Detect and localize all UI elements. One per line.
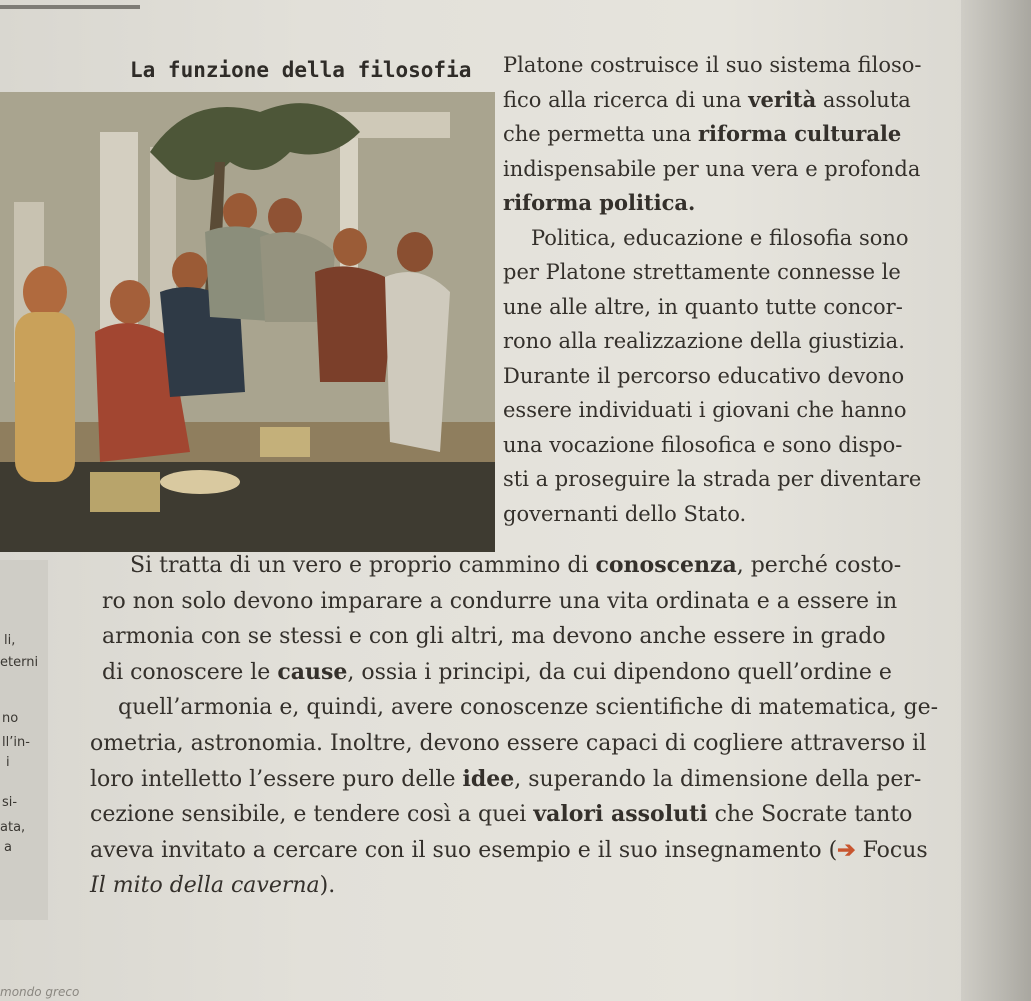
margin-note: ll’in-	[2, 735, 30, 750]
page-edge	[961, 0, 1031, 1001]
text-line: di conoscere le cause, ossia i principi, da cui dipendono quell’ordine e	[102, 658, 892, 685]
margin-note: i	[6, 755, 10, 770]
margin-note: si-	[2, 795, 18, 810]
text-line: ometria, astronomia. Inoltre, devono essere capaci di cogliere attraverso il	[90, 730, 927, 756]
text-line: Durante il percorso educativo devono	[503, 363, 905, 388]
figure-title: La funzione della filosofia	[130, 58, 472, 82]
right-column-text	[503, 48, 921, 531]
text-line: fico alla ricerca di una verità assoluta	[503, 86, 911, 112]
text-line: una vocazione filosofica e sono dispo-	[503, 432, 903, 457]
text-line: rono alla realizzazione della giustizia.	[503, 329, 905, 353]
margin-note: eterni	[0, 655, 39, 670]
text-line: essere individuati i giovani che hanno	[503, 398, 907, 422]
margin-note: no	[2, 711, 19, 726]
text-line: ro non solo devono imparare a condurre una vita ordinata e a essere in	[102, 588, 898, 614]
arrow-icon: ➔	[837, 836, 856, 863]
text-line: indispensabile per una vera e profonda	[503, 156, 921, 181]
text-line: Politica, educazione e filosofia sono	[531, 225, 909, 250]
text-line: governanti dello Stato.	[503, 501, 747, 526]
footer-fragment: mondo greco	[0, 985, 80, 999]
text-line: aveva invitato a cercare con il suo esempio e il suo insegnamento (➔ Focus	[90, 836, 928, 863]
margin-note: li,	[4, 633, 16, 648]
body-text	[90, 548, 938, 904]
margin-note: a	[4, 840, 12, 855]
text-line: quell’armonia e, quindi, avere conoscenze scientifiche di matematica, ge-	[118, 695, 939, 721]
margin-note: ata,	[0, 820, 26, 835]
text-line: Si tratta di un vero e proprio cammino di conoscenza, perché costo-	[130, 552, 902, 578]
text-line: une alle altre, in quanto tutte concor-	[503, 294, 903, 319]
text-line: riforma politica.	[503, 190, 696, 215]
text-line: loro intelletto l’essere puro delle idee, superando la dimensione della per-	[90, 765, 922, 792]
top-rule	[0, 5, 140, 9]
text-line: per Platone strettamente connesse le	[503, 260, 901, 284]
text-line: Platone costruisce il suo sistema filoso-	[503, 53, 922, 77]
text-line: cezione sensibile, e tendere così a quei valori assoluti che Socrate tanto	[90, 801, 913, 828]
text-line: che permetta una riforma culturale	[503, 121, 902, 146]
text-line: sti a proseguire la strada per diventare	[503, 467, 922, 491]
text-line: Il mito della caverna).	[90, 873, 336, 899]
mosaic-image	[0, 92, 495, 552]
text-line: armonia con se stessi e con gli altri, ma devono anche essere in grado	[102, 624, 886, 650]
